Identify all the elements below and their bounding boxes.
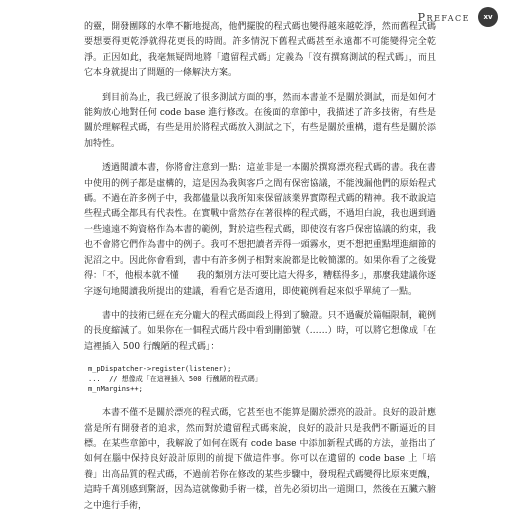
paragraph-about-testing: 到目前為止，我已經說了很多測試方面的事，然而本書並不是關於測試，而是如何才能夠放心地對任何 code base 進行修改。在後面的章節中，我描述了許多技術，有些是關於理解程式碼，有些是用於將程式碼放入測試之下，有些是關於重構，還有些是關於添加特性。 — [84, 92, 436, 149]
code-line: m_nMargins++; — [88, 385, 143, 394]
code-line: m_pDispatcher->register(listener); — [88, 365, 232, 374]
code-line: ... // 想像成「在這裡插入 500 行醜陋的程式碼」 — [88, 375, 262, 384]
page-number-badge: xv — [478, 7, 498, 27]
paragraph-about-design: 本書不僅不是關於漂亮的程式碼，它甚至也不能算是關於漂亮的設計。良好的設計應當是所有開發者的追求，然而對於遺留程式碼來說，良好的設計只是我們不斷逼近的目標。在某些章節中，我解說了如何在既有 code base 中添加新程式碼的方法，並指出了如何在腦中保持良好設計原則的前提下做這件事。你可以在遺留的 code base 上「培養」出高品質的程式碼，不過前若你在修改的某些步驟中，發現程式碼變得比原來更醜，這時千萬別感到驚訝，因為這就像動手術一樣，首先必須切出一道開口，然後在五臟六腑之中進行手術， — [84, 408, 436, 511]
code-listing — [88, 364, 436, 394]
running-header-title: Preface — [417, 10, 470, 24]
page-body — [84, 20, 436, 523]
paragraph-about-ellipsis: 書中的技術已經在充分龐大的程式碼面段上得到了驗證。只不過礙於篇幅限制，範例的長度縮減了。如果你在一個程式碼片段中看到刪節號（……）時，可以將它想像成「在這裡插入 500 行醜陋的程式碼」： — [84, 310, 436, 352]
paragraph-about-examples: 透過閱讀本書，你將會注意到一點：這並非是一本關於撰寫漂亮程式碼的書。我在書中使用的例子都是虛構的，這是因為我與客戶之間有保密協議，不能洩漏他們的原始程式碼。不過在許多例子中，我都儘量以我所知來保留該業界實際程式碼的精神。我不敢說這些程式碼全都具有代表性。在實戰中當然存在著很棒的程式碼，不過坦白說，我也遇到過一些遠遠不夠資格作為本書的範例，對於這些程式碼，即使沒有客戶保密協議的約束，我也不會將它們作為書中的例子。我可不想把讀者弄得一頭霧水，更不想把重點埋進細節的泥沼之中。因此你會看到，書中有許多例子相對來說都是比較簡潔的。如果你看了之後覺得：「不，他根本就不懂 我的類別方法可要比這大得多，糟糕得多」，那麼我建議你逐字逐句地閱讀我所提出的建議，看看它是否適用，即使範例看起來似乎單純了一點。 — [84, 163, 436, 297]
paragraph-continued: 的靈，開發團隊的水準不斷地提高，他們擺脫的程式碼也變得越來越乾淨，然而舊程式碼要想要得更乾淨就得花更長的時間。許多情況下舊程式碼甚至永遠都不可能變得完全乾淨。正因如此，我毫無疑問地將「遺留程式碼」定義為「沒有撰寫測試的程式碼」，而且它本身就提出了問題的一條解決方案。 — [84, 22, 436, 79]
